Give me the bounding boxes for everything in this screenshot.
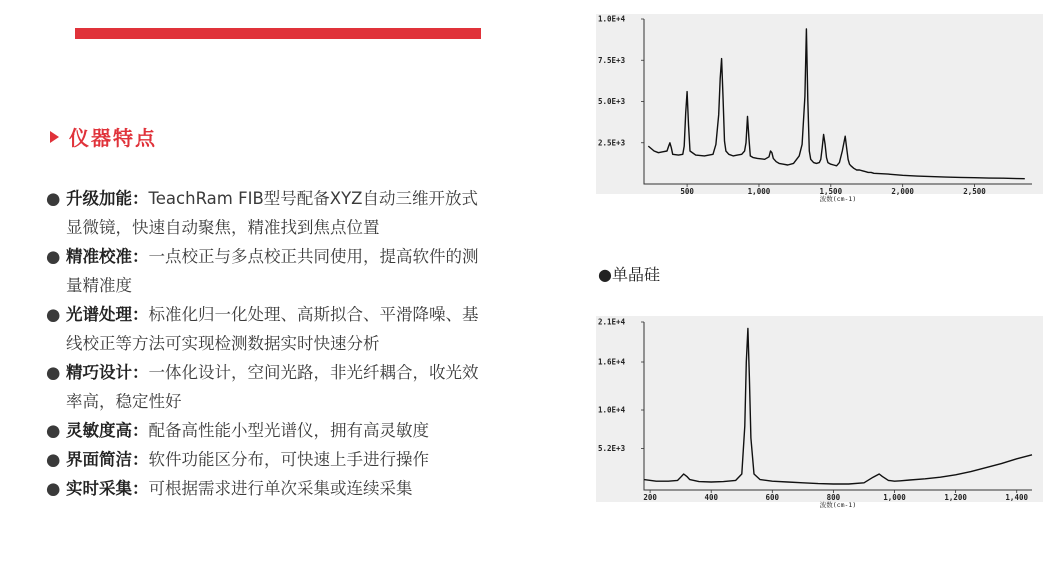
feature-item (46, 416, 486, 445)
x-tick-label: 200 (643, 493, 657, 502)
feature-item (46, 358, 486, 416)
feature-text: 一体化设计，空间光路，非光纤耦合，收光效率高，稳定性好 (66, 363, 479, 411)
bullet-icon: ● (46, 305, 61, 324)
bullet-icon: ● (46, 450, 61, 469)
y-tick-label: 2.1E+4 (598, 317, 626, 327)
x-tick-label: 500 (680, 187, 694, 196)
x-tick-label: 2,000 (891, 187, 914, 196)
feature-name: 精准校准： (66, 247, 149, 266)
feature-text: TeachRam FIB型号配备XYZ自动三维开放式显微镜，快速自动聚焦，精准找到焦点位置 (66, 189, 478, 237)
feature-item (46, 300, 486, 358)
x-tick-label: 600 (765, 493, 780, 502)
bullet-icon: ● (46, 479, 61, 498)
feature-text: 配备高性能小型光谱仪，拥有高灵敏度 (148, 421, 429, 440)
x-tick-label: 800 (826, 493, 841, 502)
x-tick-label: 1,500 (819, 187, 843, 196)
feature-text: 软件功能区分布，可快速上手进行操作 (148, 450, 429, 469)
axis-frame (644, 322, 1032, 490)
y-tick-label: 7.5E+3 (598, 55, 626, 65)
y-tick-label: 2.5E+3 (598, 138, 626, 148)
feature-list (46, 184, 486, 503)
spectrum-line (648, 29, 1025, 179)
spectrum-chart-top (596, 14, 1043, 203)
axis-frame (644, 19, 1032, 184)
feature-item (46, 445, 486, 474)
y-tick-label: 5.2E+3 (598, 443, 626, 453)
x-tick-label: 1,400 (1005, 493, 1029, 502)
feature-text: 一点校正与多点校正共同使用，提高软件的测量精准度 (66, 247, 479, 295)
feature-name: 升级加能： (66, 189, 149, 208)
feature-item (46, 474, 486, 503)
feature-item (46, 184, 486, 242)
decorative-red-bar (75, 28, 481, 39)
x-tick-label: 400 (704, 493, 718, 502)
silicon-caption: ●单晶硅 (598, 265, 660, 284)
feature-text: 标准化归一化处理、高斯拟合、平滑降噪、基线校正等方法可实现检测数据实时快速分析 (66, 305, 479, 353)
feature-name: 光谱处理： (66, 305, 149, 324)
spectrum-plot-silicon (596, 316, 1043, 509)
feature-name: 精巧设计： (66, 363, 149, 382)
x-axis-label: 波数(cm-1) (819, 195, 857, 203)
section-header (50, 122, 157, 151)
feature-name: 灵敏度高： (66, 421, 149, 440)
spectrum-chart-silicon (596, 316, 1043, 509)
bullet-icon: ● (46, 421, 61, 440)
section-title: 仪器特点 (69, 126, 157, 150)
bullet-icon: ● (46, 189, 61, 208)
spectrum-line (644, 328, 1032, 484)
y-tick-label: 5.0E+3 (598, 97, 626, 106)
x-axis-label: 波数(cm-1) (819, 501, 857, 509)
feature-text: 可根据需求进行单次采集或连续采集 (148, 479, 413, 498)
feature-name: 实时采集： (66, 479, 149, 498)
x-tick-label: 1,000 (747, 187, 771, 196)
y-tick-label: 1.6E+4 (598, 357, 626, 367)
bullet-icon: ● (46, 247, 61, 266)
spectrum-plot-top (596, 14, 1043, 203)
x-tick-label: 1,200 (944, 493, 967, 502)
y-tick-label: 1.0E+4 (598, 405, 626, 415)
feature-name: 界面简洁： (66, 450, 149, 469)
y-tick-label: 1.0E+4 (598, 14, 626, 24)
x-tick-label: 2,500 (963, 187, 986, 196)
feature-item (46, 242, 486, 300)
bullet-icon: ● (46, 363, 61, 382)
triangle-bullet-icon (50, 131, 59, 143)
x-tick-label: 1,000 (883, 493, 906, 502)
